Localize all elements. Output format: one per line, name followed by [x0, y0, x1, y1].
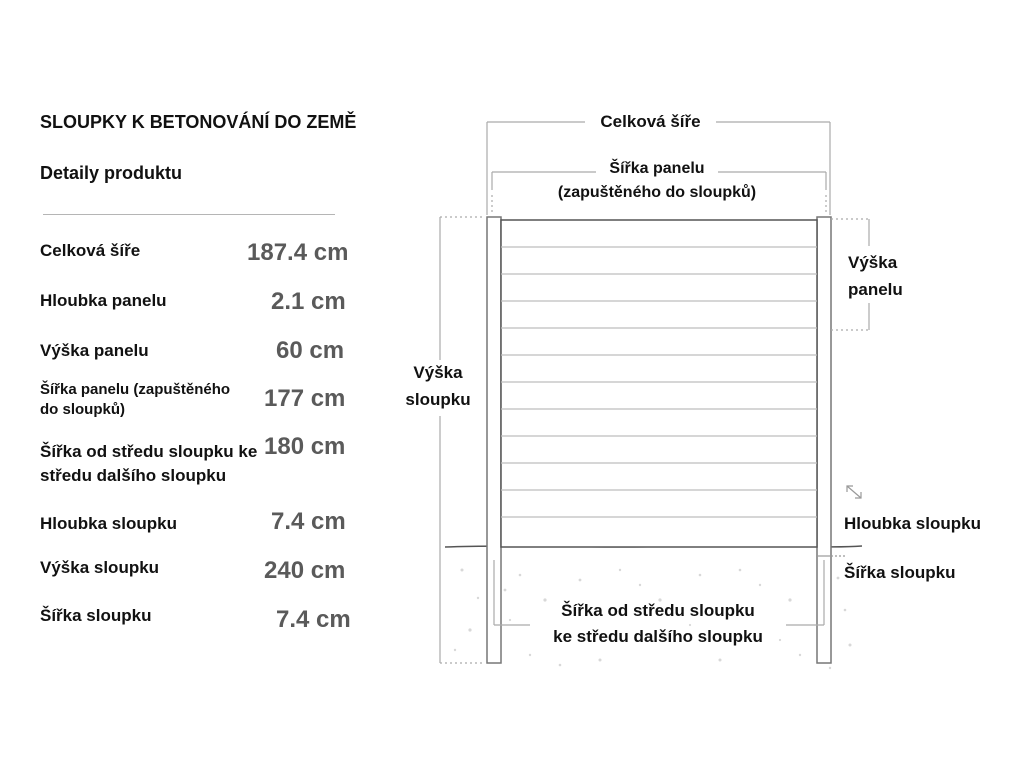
spec-label-total-width: Celková šíře	[40, 241, 141, 260]
section-subtitle: Detaily produktu	[40, 163, 183, 183]
post-depth-arrow-icon	[847, 486, 861, 498]
spec-value-post-height: 240 cm	[264, 557, 346, 584]
spec-value-post-width: 7.4 cm	[276, 606, 351, 633]
fence-panel	[501, 220, 817, 547]
label-post-height-line2: sloupku	[405, 390, 471, 409]
spec-value-post-depth: 7.4 cm	[271, 508, 346, 535]
spec-value-total-width: 187.4 cm	[247, 239, 349, 266]
label-panel-width-line1: Šířka panelu	[609, 160, 705, 177]
spec-label-post-depth: Hloubka sloupku	[40, 514, 177, 533]
spec-value-center-distance: 180 cm	[264, 433, 346, 460]
spec-label-panel-depth: Hloubka panelu	[40, 291, 167, 310]
label-panel-height-line1: Výška	[848, 253, 898, 272]
label-center-distance-line2: ke středu dalšího sloupku	[553, 627, 763, 646]
label-post-height-line1: Výška	[413, 363, 463, 382]
label-panel-height-line2: panelu	[848, 280, 903, 299]
dim-post-height	[440, 217, 485, 663]
spec-value-panel-depth: 2.1 cm	[271, 288, 346, 315]
label-panel-width-line2: (zapuštěného do sloupků)	[557, 184, 757, 201]
spec-label-post-width: Šířka sloupku	[40, 606, 152, 625]
spec-label-post-height: Výška sloupku	[40, 558, 160, 577]
spec-value-panel-height: 60 cm	[276, 337, 345, 364]
dim-panel-height	[831, 219, 869, 330]
spec-label-center-distance: Šířka od středu sloupku ke středu dalšího sloupku	[40, 442, 258, 485]
label-total-width: Celková šíře	[600, 112, 701, 131]
spec-label-panel-height: Výška panelu	[40, 341, 149, 360]
spec-value-panel-width: 177 cm	[264, 385, 346, 412]
label-post-depth: Hloubka sloupku	[844, 514, 981, 533]
label-center-distance-line1: Šířka od středu sloupku	[561, 601, 755, 620]
spec-label-panel-width: Šířka panelu (zapuštěného do sloupků)	[40, 381, 231, 418]
label-post-width: Šířka sloupku	[844, 563, 956, 582]
page-title: SLOUPKY K BETONOVÁNÍ DO ZEMĚ	[40, 112, 357, 132]
